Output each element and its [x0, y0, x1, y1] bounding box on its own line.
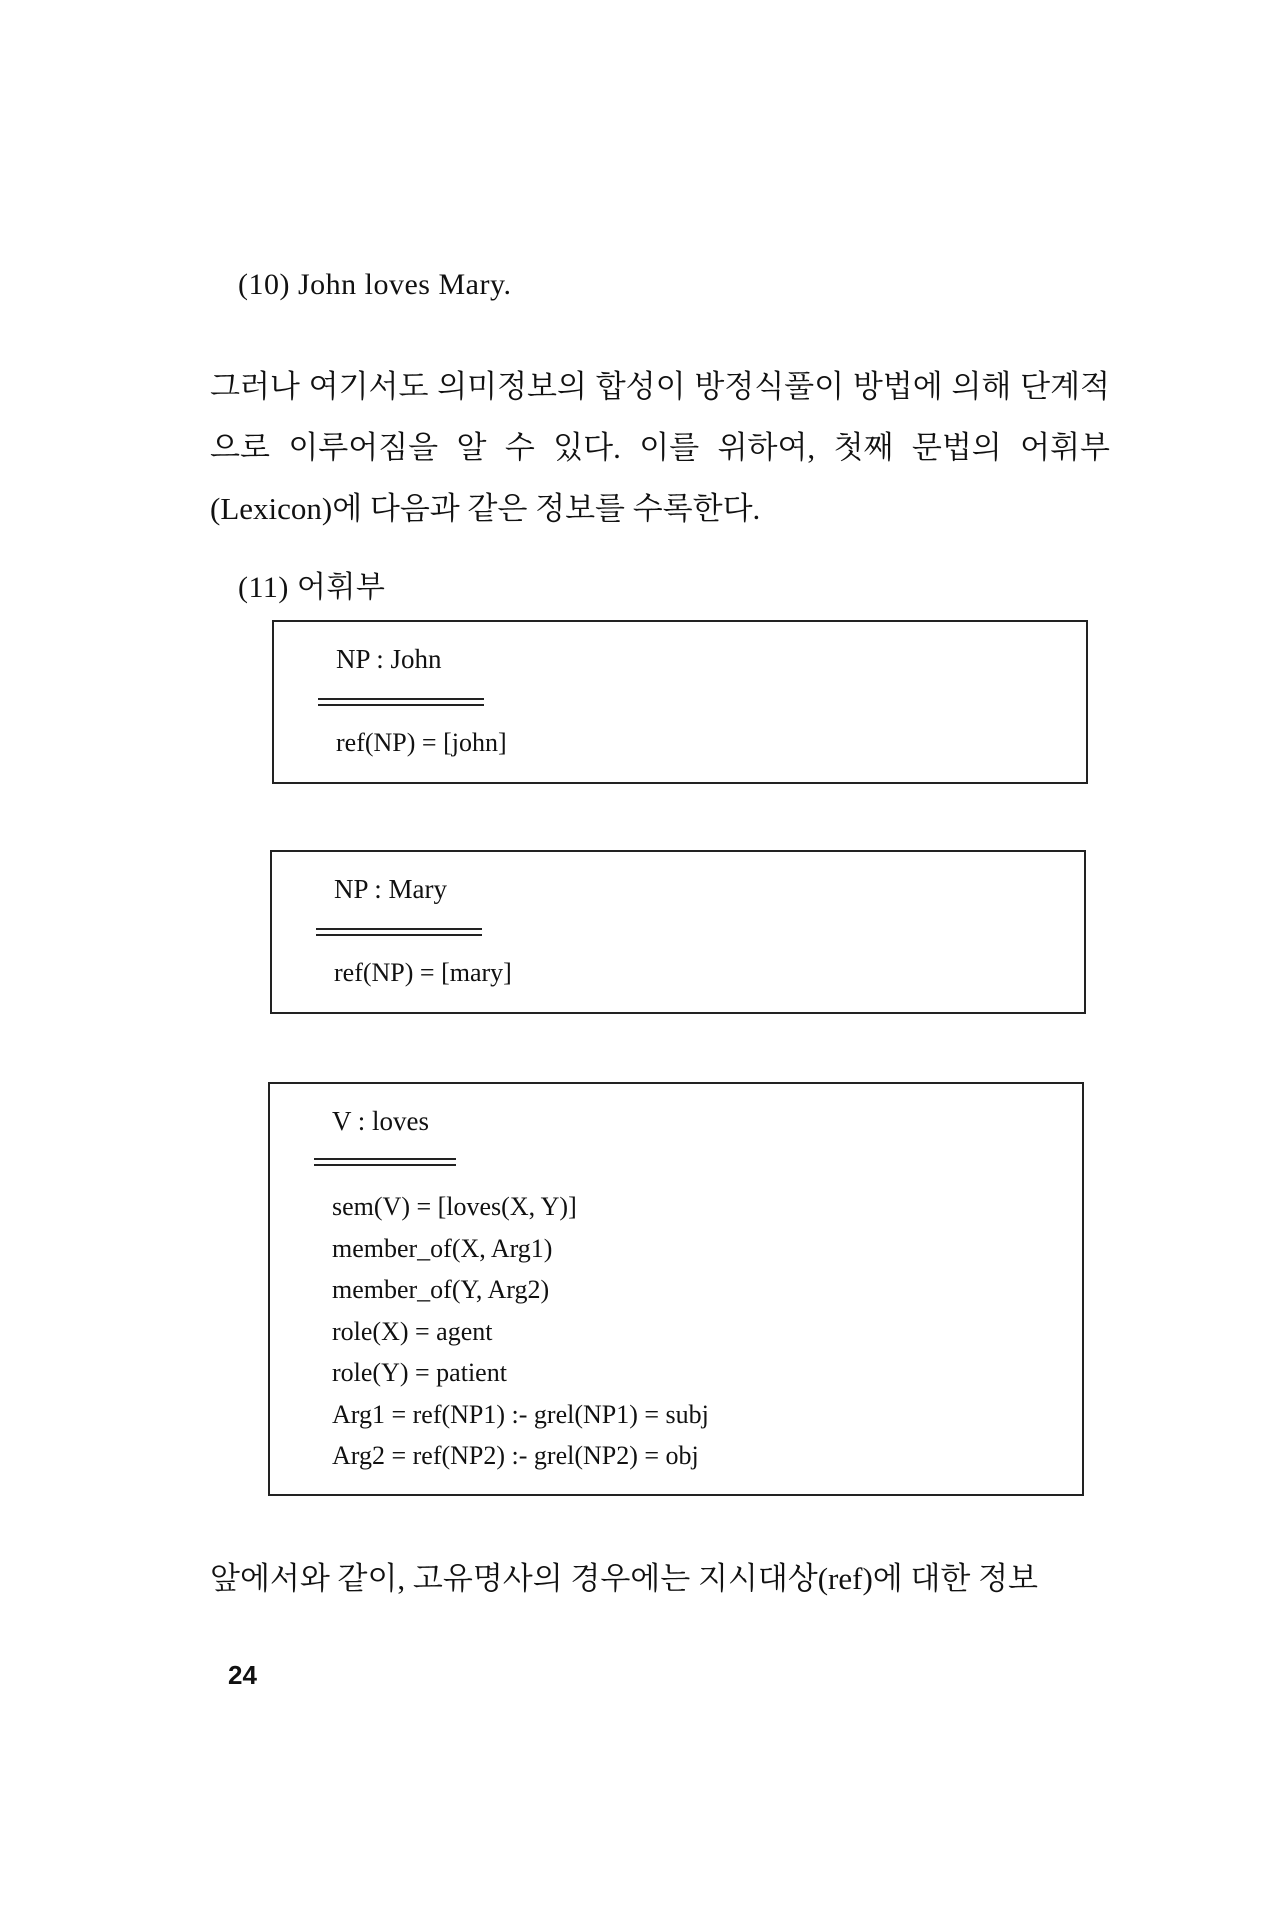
- lexicon-entry-loves: [268, 1082, 1084, 1496]
- entry-head: NP : John: [336, 644, 442, 674]
- entry-line: Arg2 = ref(NP2) :- grel(NP2) = obj: [332, 1441, 699, 1470]
- double-rule: [316, 928, 482, 936]
- lexicon-entry-mary: [270, 850, 1086, 1014]
- entry-line: Arg1 = ref(NP1) :- grel(NP1) = subj: [332, 1399, 709, 1429]
- paragraph-intro: 그러나 여기서도 의미정보의 합성이 방정식풀이 방법에 의해 단계적으로 이루어짐을 알 수 있다. 이를 위하여, 첫째 문법의 어휘부(Lexicon)에 다음과 같은 정보를 수록한다.: [210, 369, 1110, 526]
- entry-head: V : loves: [332, 1106, 430, 1136]
- entry-line: role(Y) = patient: [332, 1358, 507, 1387]
- entry-line: sem(V) = [loves(X, Y)]: [332, 1192, 577, 1221]
- entry-line: ref(NP) = [john]: [336, 728, 507, 757]
- entry-line: member_of(X, Arg1): [332, 1233, 553, 1263]
- entry-line: ref(NP) = [mary]: [334, 958, 512, 987]
- entry-line: member_of(Y, Arg2): [332, 1275, 550, 1304]
- entry-head: NP : Mary: [334, 874, 447, 904]
- example-11-label: (11) 어휘부: [238, 571, 386, 604]
- entry-line: role(X) = agent: [332, 1316, 493, 1346]
- paragraph-continuation: 앞에서와 같이, 고유명사의 경우에는 지시대상(ref)에 대한 정보: [210, 1561, 1039, 1596]
- page-number: 24: [228, 1660, 257, 1690]
- lexicon-entry-john: [272, 620, 1088, 784]
- entry-lines: [332, 1186, 709, 1477]
- example-10: (10) John loves Mary.: [238, 268, 512, 301]
- double-rule: [318, 698, 484, 706]
- double-rule: [314, 1158, 456, 1166]
